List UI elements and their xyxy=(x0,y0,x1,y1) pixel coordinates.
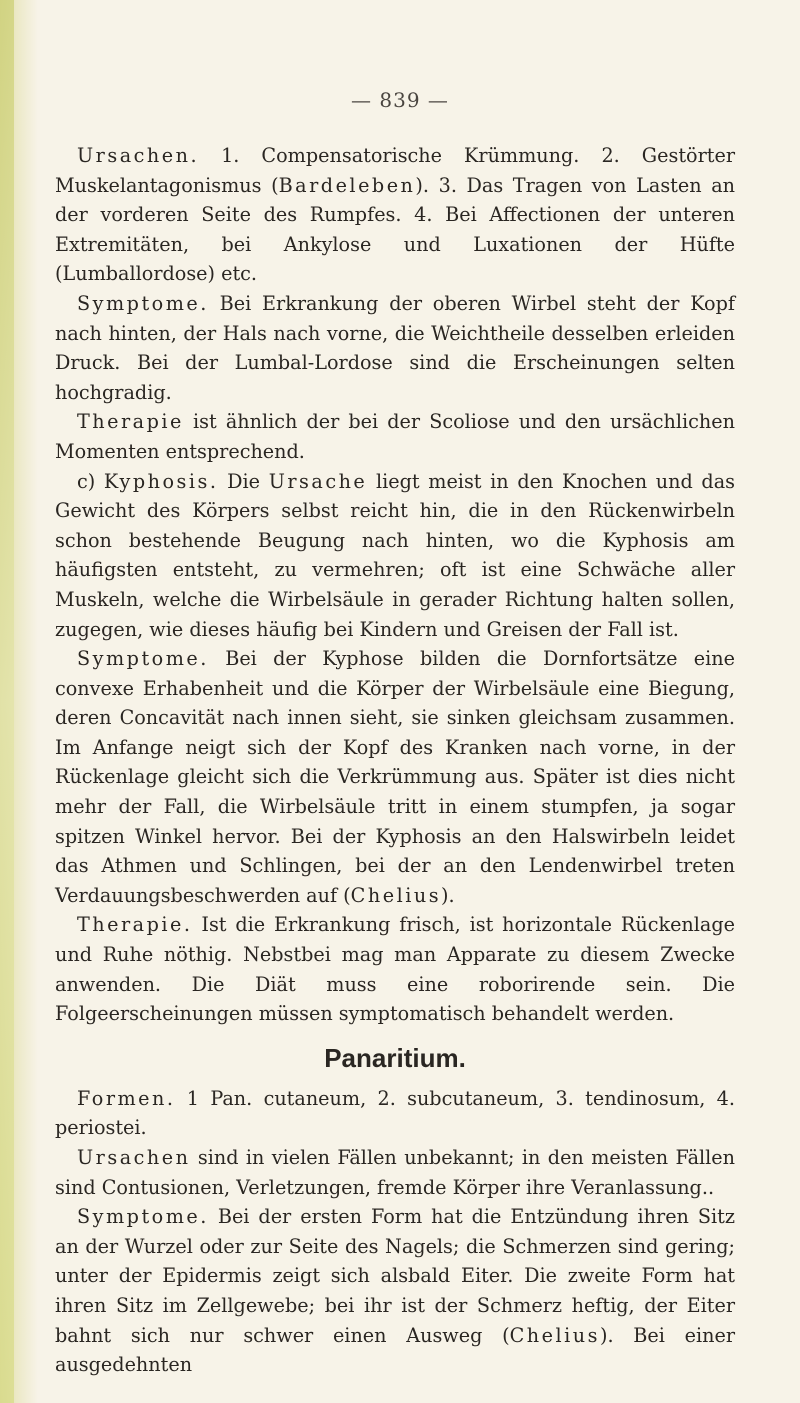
paragraph-text: ). Bei einer ausgedehnten xyxy=(55,1323,735,1377)
paragraph xyxy=(55,407,735,466)
page-edge-strip xyxy=(0,0,14,1403)
author-name: Bardeleben xyxy=(278,173,416,197)
paragraph-text: Bei der ersten Form hat die Entzündung ihren Sitz an der Wurzel oder zur Seite des Nagels; die Schmerzen sind gering; unter der Epidermis zeigt sich alsbald Eiter. Die zweite Form hat ihren Sitz im Zellgewebe; bei ihr ist der Schmerz heftig, der Eiter bahnt sich nur schwer einen Ausweg ( xyxy=(55,1205,735,1347)
paragraph-prefix: c) xyxy=(77,469,104,493)
section-lordosis-kyphosis xyxy=(55,141,735,1029)
paragraph xyxy=(55,1143,735,1202)
paragraph-lead: Therapie xyxy=(77,410,184,434)
paragraph-text: 1. Compensatorische Krümmung. 2. Gestörter Muskelantagonismus ( xyxy=(55,144,735,197)
paragraph-lead: Ursachen. xyxy=(77,144,200,167)
paragraph-lead: Ursache xyxy=(268,469,368,493)
paragraph-text: liegt meist in den Knochen und das Gewicht des Körpers selbst reicht hin, die in den Rückenwirbeln schon bestehende Beugung nach hinten, wo die Kyphosis am häufigsten entsteht, zu vermehren; oft ist eine Schwäche aller Muskeln, welche die Wirbelsäule in gerader Richtung halten sollen, zugegen, wie dieses häufig bei Kindern und Greisen der Fall ist. xyxy=(55,469,735,641)
paragraph-text: Bei Erkrankung der oberen Wirbel steht der Kopf nach hinten, der Hals nach vorne, die Weichtheile desselben erleiden Druck. Bei der Lumbal-Lordose sind die Erscheinungen selten hochgradig. xyxy=(55,291,735,404)
section-heading: Panaritium. xyxy=(324,1042,466,1073)
paragraph-text: ). 3. Das Tragen von Lasten an der vorderen Seite des Rumpfes. 4. Bei Affectionen der unteren Extremitäten, bei Ankylose und Luxationen der Hüfte (Lumballordose) etc. xyxy=(55,173,735,286)
paragraph-text: sind in vielen Fällen unbekannt; in den meisten Fällen sind Contusionen, Verletzungen, fremde Körper ihre Veranlassung.. xyxy=(55,1146,735,1199)
section-panaritium xyxy=(55,1084,735,1380)
paragraph xyxy=(55,1084,735,1143)
paragraph-text: ). xyxy=(441,883,455,907)
page-number: — 839 — xyxy=(351,88,449,112)
paragraph-text: ist ähnlich der bei der Scoliose und den ursächlichen Momenten entsprechend. xyxy=(55,410,735,463)
paragraph xyxy=(55,910,735,1028)
author-name: Chelius xyxy=(509,1323,600,1347)
paragraph xyxy=(55,141,735,289)
paragraph-text: 1 Pan. cutaneum, 2. subcutaneum, 3. tendinosum, 4. periostei. xyxy=(55,1086,735,1140)
author-name: Chelius xyxy=(350,883,442,907)
body-text xyxy=(55,141,735,1380)
paragraph-lead: Therapie. xyxy=(77,913,193,937)
paragraph-lead: Kyphosis. xyxy=(103,469,219,493)
paragraph-lead: Symptome. xyxy=(77,291,209,315)
paragraph xyxy=(55,644,735,910)
paragraph-lead: Formen. xyxy=(77,1086,176,1110)
paragraph-lead: Symptome. xyxy=(77,1205,209,1229)
paragraph xyxy=(55,289,735,407)
paragraph-lead: Ursachen xyxy=(77,1146,191,1169)
paragraph xyxy=(55,1202,735,1380)
paragraph-text: Bei der Kyphose bilden die Dornfortsätze eine convexe Erhabenheit und die Körper der Wirbelsäule eine Biegung, deren Concavität nach innen sieht, sie sinken gleichsam zusammen. Im Anfange neigt sich der Kopf des Kranken nach vorne, in der Rückenlage gleicht sich die Verkrümmung aus. Später ist dies nicht mehr der Fall, die Wirbelsäule tritt in einem stumpfen, ja sogar spitzen Winkel hervor. Bei der Kyphosis an den Halswirbeln leidet das Athmen und Schlingen, bei der an den Lendenwirbel treten Verdauungsbeschwerden auf ( xyxy=(55,647,735,907)
paragraph-lead: Symptome. xyxy=(77,647,209,671)
paragraph-text: Die xyxy=(218,469,269,493)
paragraph-text: Ist die Erkrankung frisch, ist horizontale Rückenlage und Ruhe nöthig. Nebstbei mag man Apparate zu diesem Zwecke anwenden. Die Diät muss eine roborirende sein. Die Folgeerscheinungen müssen symptomatisch behandelt werden. xyxy=(55,913,735,1026)
paragraph xyxy=(55,467,735,645)
